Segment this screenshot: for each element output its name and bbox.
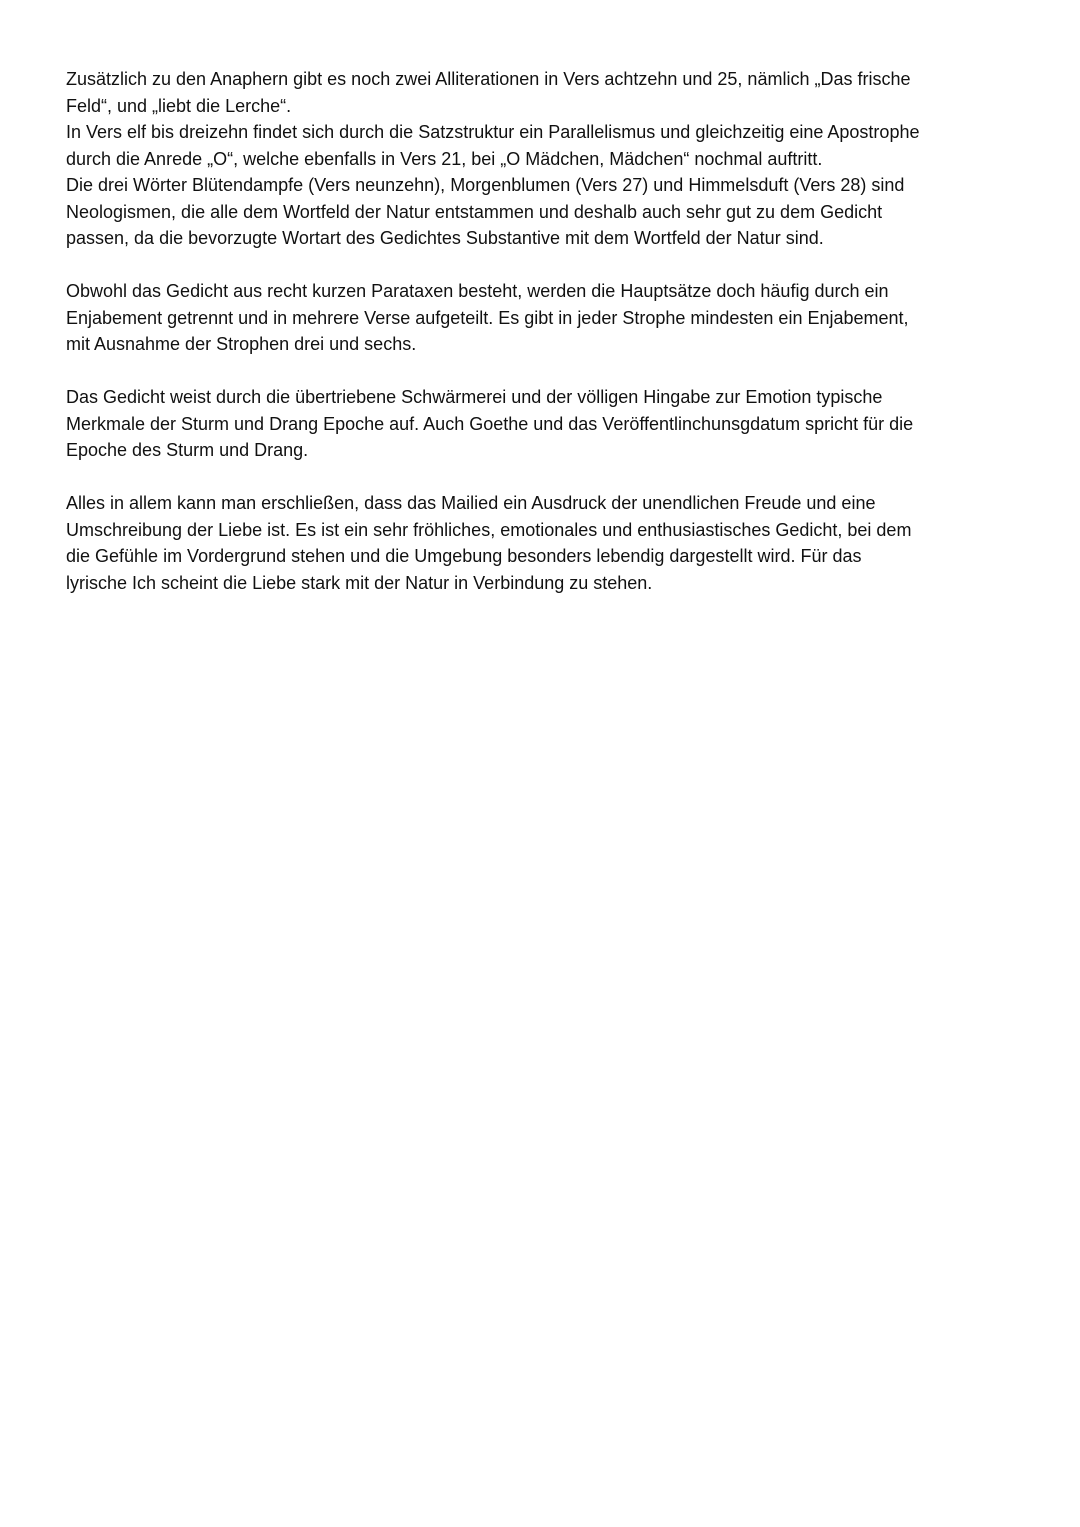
text-line: In Vers elf bis dreizehn findet sich durch die Satzstruktur ein Parallelismus und gleichzeitig eine Apostrophe — [66, 122, 920, 142]
text-line: Merkmale der Sturm und Drang Epoche auf. Auch Goethe und das Veröffentlinchunsgdatum spricht für die — [66, 413, 914, 434]
text-line: Obwohl das Gedicht aus recht kurzen Parataxen besteht, werden die Hauptsätze doch häufig durch ein — [66, 281, 889, 301]
text-line: Zusätzlich zu den Anaphern gibt es noch zwei Alliterationen in Vers achtzehn und 25, nämlich „Das frische — [66, 69, 911, 89]
text-line: Umschreibung der Liebe ist. Es ist ein sehr fröhliches, emotionales und enthusiastisches Gedicht, bei dem — [66, 519, 912, 540]
text-line: durch die Anrede „O“, welche ebenfalls in Vers 21, bei „O Mädchen, Mädchen“ nochmal auftritt. — [66, 148, 823, 169]
paragraph-epoch — [66, 384, 1026, 464]
text-line: Feld“, und „liebt die Lerche“. — [66, 95, 292, 116]
text-line: passen, da die bevorzugte Wortart des Gedichtes Substantive mit dem Wortfeld der Natur sind. — [66, 228, 824, 248]
text-line: mit Ausnahme der Strophen drei und sechs. — [66, 334, 417, 354]
text-line: Neologismen, die alle dem Wortfeld der Natur entstammen und deshalb auch sehr gut zu dem Gedicht — [66, 201, 883, 222]
text-line: Epoche des Sturm und Drang. — [66, 440, 309, 460]
text-line: Die drei Wörter Blütendampfe (Vers neunzehn), Morgenblumen (Vers 27) und Himmelsduft (Vers 28) sind — [66, 175, 905, 195]
paragraph-conclusion — [66, 490, 1026, 596]
document-page — [66, 66, 1026, 596]
text-line: Enjabement getrennt und in mehrere Verse aufgeteilt. Es gibt in jeder Strophe mindesten ein Enjabement, — [66, 307, 909, 328]
paragraph-stylistic-devices — [66, 66, 1026, 252]
text-line: die Gefühle im Vordergrund stehen und die Umgebung besonders lebendig dargestellt wird. Für das — [66, 546, 862, 566]
paragraph-syntax — [66, 278, 1026, 358]
text-line: Das Gedicht weist durch die übertriebene Schwärmerei und der völligen Hingabe zur Emotion typische — [66, 387, 883, 407]
text-line: Alles in allem kann man erschließen, dass das Mailied ein Ausdruck der unendlichen Freude und eine — [66, 493, 876, 513]
text-line: lyrische Ich scheint die Liebe stark mit der Natur in Verbindung zu stehen. — [66, 572, 653, 593]
